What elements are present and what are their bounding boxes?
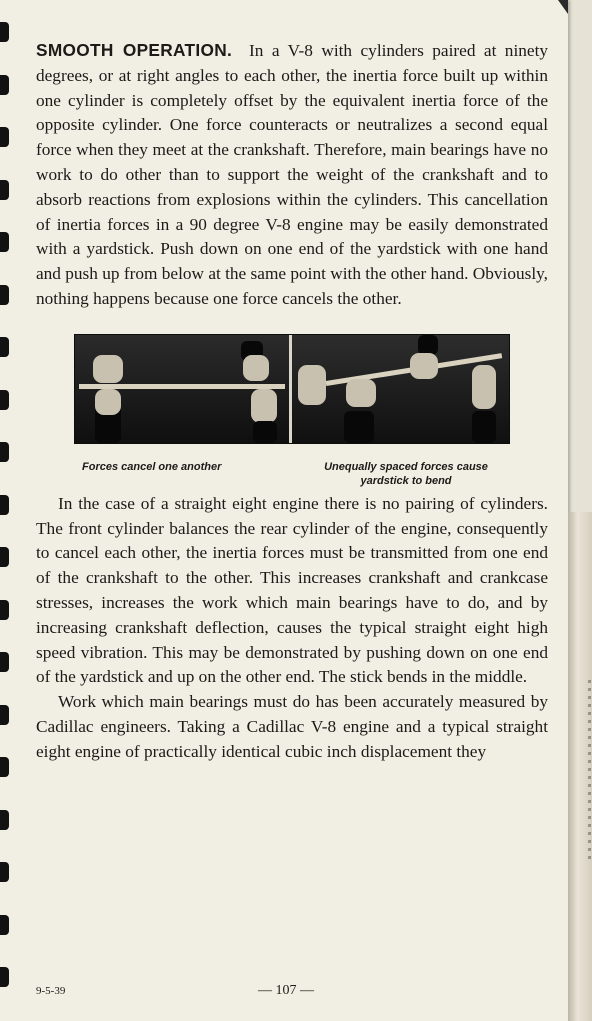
- page-corner-mark: [558, 0, 568, 14]
- binding-hole: [0, 232, 9, 252]
- underlying-page-text: [588, 680, 591, 860]
- binding-hole: [0, 442, 9, 462]
- binding-hole: [0, 547, 9, 567]
- hand-middle: [346, 379, 376, 407]
- sleeve-right-bottom: [253, 421, 277, 443]
- paragraph-straight-eight: In the case of a straight eight engine there is no pairing of cylinders. The front cylinder balances the rear cylinder of the engine, consequently to cancel each other, the inertia forces must be transmitted from one end of the crankshaft to the other. This increases crankshaft and crankcase stresses, increases the work which main bearings have to do, and by increasing crankshaft deflection, causes the typical straight eight high speed vibration. This may be demonstrated by pushing down on one end of the yardstick and up on the other end. The stick bends in the middle.: [36, 493, 548, 687]
- hand-pushing-up: [95, 389, 121, 415]
- hand-upper: [410, 353, 438, 379]
- hand-left-end: [298, 365, 326, 405]
- binding-hole: [0, 22, 9, 42]
- binding-hole: [0, 705, 9, 725]
- page-footer: [36, 985, 548, 1005]
- caption-forces-cancel: Forces cancel one another: [82, 460, 222, 473]
- page-number: — 107 —: [258, 983, 314, 998]
- sleeve-upper: [418, 335, 438, 355]
- yardstick-demonstration-photo: [74, 334, 510, 444]
- photo-stick-bends: [292, 335, 509, 443]
- sleeve-right: [472, 411, 496, 443]
- sleeve-middle: [344, 411, 374, 443]
- binding-hole: [0, 652, 9, 672]
- binding-hole: [0, 862, 9, 882]
- binding-hole: [0, 495, 9, 515]
- print-date: 9-5-39: [36, 985, 66, 997]
- binding-hole: [0, 757, 9, 777]
- binding-hole: [0, 915, 9, 935]
- photo-forces-cancel: [75, 335, 289, 443]
- paragraph-text: In a V-8 with cylinders paired at ninety degrees, or at right angles to each other, the inertia force built up within one cylinder is completely offset by the equivalent inertia force of the opposite cylinder. One force counteracts or neutralizes a second equal force when they meet at the crankshaft. Therefore, main bearings have no work to do other than to support the weight of the crankshaft and to absorb reactions from explosions within the cylinders. This cancellation of inertia forces in a 90 degree V-8 engine may be easily demonstrated with a yardstick. Push down on one end of the yardstick with one hand and push up from below at the same point with the other hand. Obviously, nothing happens because one force cancels the other.: [36, 41, 549, 308]
- hand-pushing-down: [93, 355, 123, 383]
- binding-hole: [0, 75, 9, 95]
- hand-pushing-up: [251, 389, 277, 423]
- spiral-binding: [0, 0, 12, 1021]
- paragraph-smooth-operation: [36, 38, 548, 312]
- hand-right-end: [472, 365, 496, 409]
- binding-hole: [0, 285, 9, 305]
- binding-hole: [0, 967, 9, 987]
- figure-captions: [36, 452, 548, 492]
- paragraph-main-bearings: Work which main bearings must do has been accurately measured by Cadillac engineers. Taking a Cadillac V-8 engine and a typical straight eight engine of practically identical cubic inch displacement they: [36, 692, 548, 761]
- hand-pushing-down: [243, 355, 269, 381]
- binding-hole: [0, 180, 9, 200]
- binding-hole: [0, 810, 9, 830]
- page-body: [36, 38, 548, 765]
- binding-hole: [0, 600, 9, 620]
- binding-hole: [0, 337, 9, 357]
- binding-hole: [0, 127, 9, 147]
- caption-unequal-forces: Unequally spaced forces cause yardstick to bend: [324, 460, 488, 487]
- binding-hole: [0, 390, 9, 410]
- run-in-heading: SMOOTH OPERATION.: [36, 40, 233, 60]
